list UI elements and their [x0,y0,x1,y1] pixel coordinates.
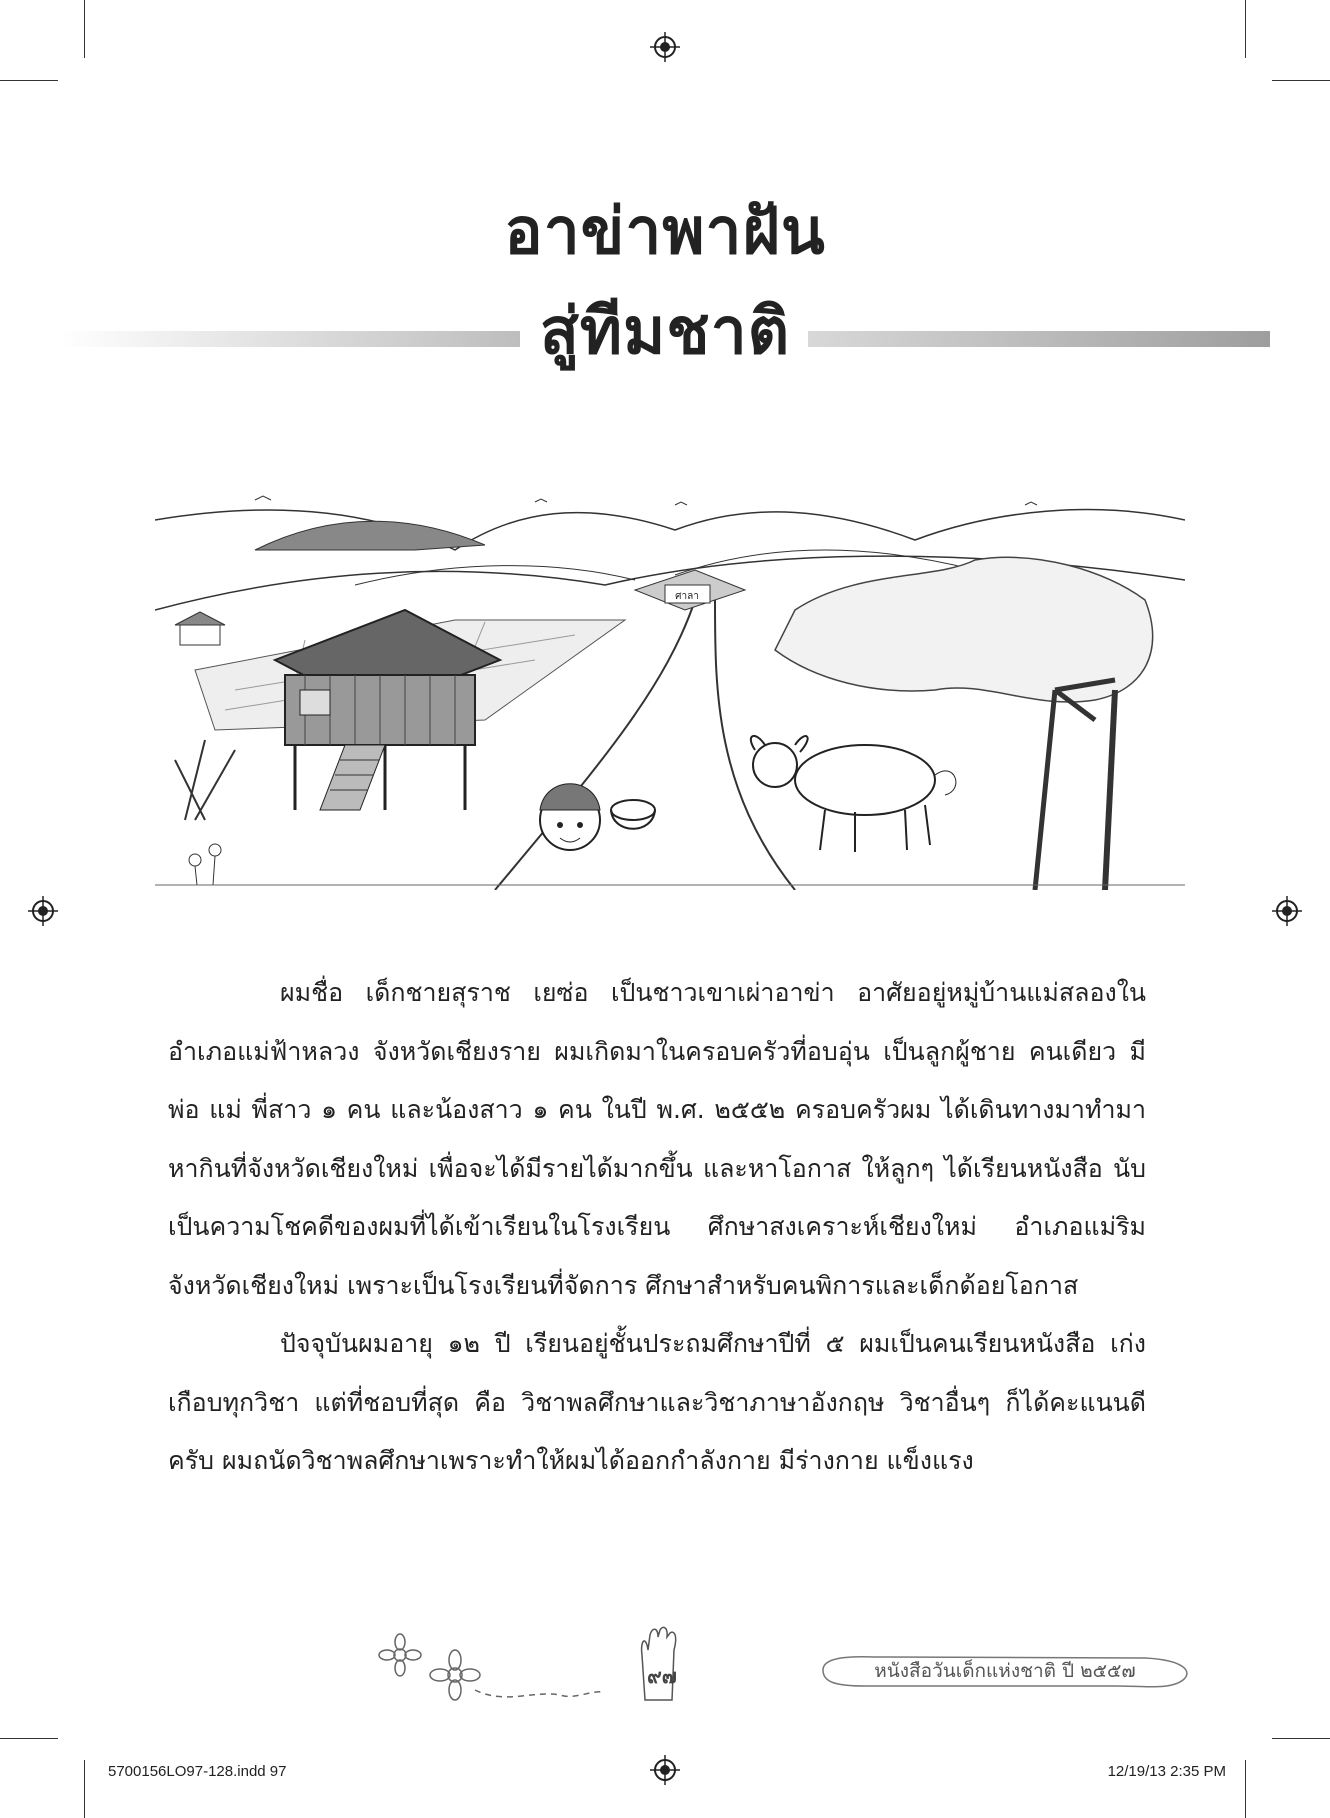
hut [175,612,225,625]
crop-mark [0,1738,58,1739]
pavilion-sign: ศาลา [675,591,699,602]
crop-mark [84,0,85,58]
crop-mark [1245,1760,1246,1818]
registration-mark-icon [28,896,58,926]
village-illustration [155,490,1185,890]
body-paragraph: ผมชื่อ เด็กชายสุราช เยซ่อ เป็นชาวเขาเผ่าอาข่า อาศัยอยู่หมู่บ้านแม่สลองใน อำเภอแม่ฟ้าหลวง จังหวัดเชียงราย ผมเกิดมาในครอบครัวที่อบอุ่น เป็นลูกผู้ชาย คนเดียว มีพ่อ แม่ พี่สาว ๑ คน และน้องสาว ๑ คน ในปี พ.ศ. ๒๕๕๒ ครอบครัวผม ได้เดินทางมาทำมาหากินที่จังหวัดเชียงใหม่ เพื่อจะได้มีรายได้มากขึ้น และหาโอกาส ให้ลูกๆ ได้เรียนหนังสือ นับเป็นความโชคดีของผมที่ได้เข้าเรียนในโรงเรียน ศึกษาสงเคราะห์เชียงใหม่ อำเภอแม่ริม จังหวัดเชียงใหม่ เพราะเป็นโรงเรียนที่จัดการ ศึกษาสำหรับคนพิการและเด็กด้อยโอกาส [168,978,1146,1300]
plant [175,740,235,820]
crop-mark [0,80,58,81]
print-slug-file: 5700156LO97-128.indd 97 [108,1763,287,1780]
print-slug-timestamp: 12/19/13 2:35 PM [1107,1763,1226,1780]
bird-icon [1025,502,1037,505]
page-title-line1: อาข่าพาฝัน [504,195,826,269]
shaded-mountain [255,521,485,550]
flowers [189,844,221,885]
crop-mark [84,1760,85,1818]
body-text [168,964,1146,1491]
crop-mark [1245,0,1246,58]
crop-mark [1272,1738,1330,1739]
boy-face [540,784,600,850]
bird-icon [535,499,547,502]
tree [775,557,1153,702]
water-buffalo [751,736,956,852]
stairs [320,745,385,810]
registration-mark-icon [1272,896,1302,926]
bird-icon [255,496,271,500]
page-title-line2: สู่ทีมชาติ [539,295,791,369]
bird-icon [675,502,687,505]
basket [611,800,655,820]
registration-mark-icon [650,1755,680,1785]
registration-mark-icon [650,32,680,62]
body-paragraph: ปัจจุบันผมอายุ ๑๒ ปี เรียนอยู่ชั้นประถมศึกษาปีที่ ๕ ผมเป็นคนเรียนหนังสือ เก่งเกือบทุกวิชา แต่ที่ชอบที่สุด คือ วิชาพลศึกษาและวิชาภาษาอังกฤษ วิชาอื่นๆ ก็ได้คะแนนดีครับ ผมถนัดวิชาพลศึกษาเพราะทำให้ผมได้ออกกำลังกาย มีร่างกาย แข็งแรง [168,1329,1146,1475]
crop-mark [1272,80,1330,81]
flower-doodle-icon [375,1630,615,1710]
book-label: หนังสือวันเด็กแห่งชาติ ปี ๒๕๕๗ [874,1660,1136,1682]
page-number: ๙๗ [647,1664,677,1688]
